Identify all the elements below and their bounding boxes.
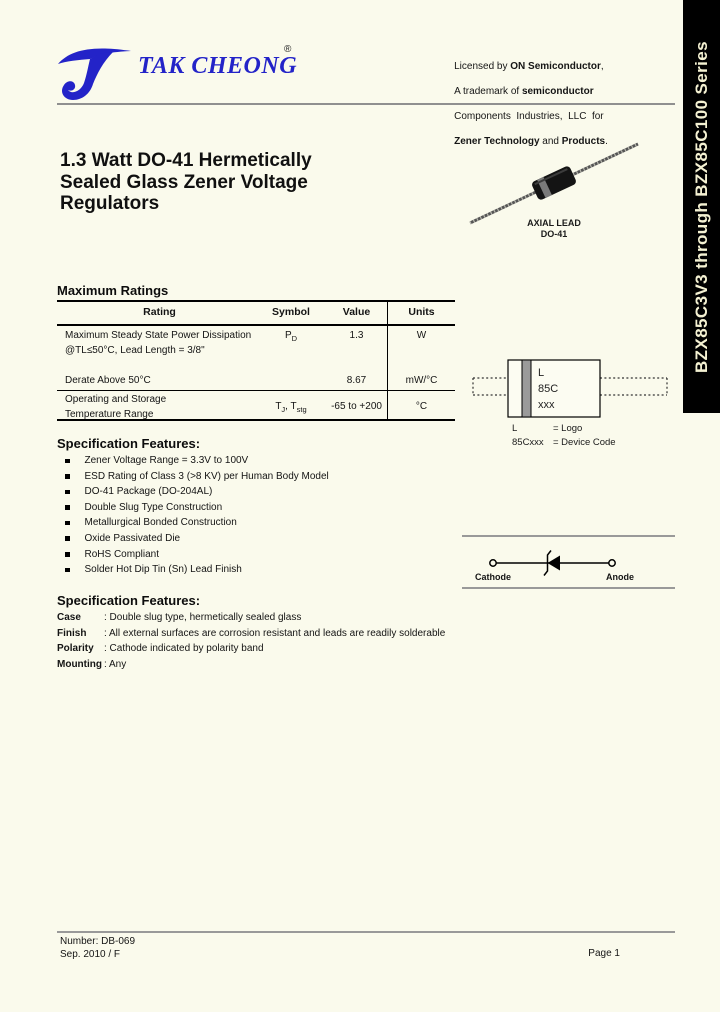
- header-divider: [57, 103, 675, 105]
- footer-divider: [57, 931, 675, 933]
- feature-text: ESD Rating of Class 3 (>8 KV) per Human Body Model: [84, 470, 329, 482]
- symbol-tj-sub: J: [281, 405, 286, 414]
- document-number: Number: DB-069: [60, 936, 136, 947]
- symbol-pd-sub: D: [291, 334, 298, 343]
- legend-logo: [512, 423, 582, 434]
- spec2-label: Mounting: [57, 658, 102, 670]
- col-header-rating: Rating: [143, 306, 176, 318]
- license-segment: A trademark of: [454, 85, 522, 97]
- spec2-text: : All external surfaces are corrosion resistant and leads are readily solderable: [104, 627, 446, 639]
- license-segment-bold: Zener Technology: [454, 136, 540, 148]
- feature-item: [57, 486, 459, 502]
- spec2-text: : Cathode indicated by polarity band: [104, 643, 264, 655]
- value-temp: -65 to +200: [331, 401, 382, 412]
- rating-dissipation-line2: @TL≤50°C, Lead Length = 3/8": [65, 345, 205, 356]
- symbol-tj-tstg: [262, 401, 320, 414]
- feature-item: [57, 517, 459, 533]
- spec2-text: : Any: [104, 658, 127, 670]
- spec2-label: Polarity: [57, 643, 94, 655]
- feature-text: Metallurgical Bonded Construction: [84, 517, 237, 529]
- marking-line1: L: [538, 367, 545, 379]
- license-segment: Licensed by: [454, 60, 511, 72]
- feature-item: [57, 455, 459, 471]
- license-segment: and: [539, 136, 562, 148]
- square-bullet-icon: [65, 474, 70, 479]
- feature-item: [57, 533, 459, 549]
- features-list: [57, 455, 459, 580]
- axial-caption-line1: AXIAL LEAD: [527, 218, 581, 228]
- marking-line3: xxx: [538, 399, 555, 411]
- spec2-row-case: [57, 612, 497, 628]
- feature-text: Oxide Passivated Die: [84, 532, 181, 544]
- units-dissipation: W: [416, 330, 427, 341]
- rating-temp-line2: Temperature Range: [65, 409, 154, 420]
- symbol-tj-base: T: [275, 401, 282, 412]
- page-title: 1.3 Watt DO-41 Hermetically Sealed Glass Zener Voltage Regulators: [60, 150, 312, 214]
- anode-label: Anode: [606, 572, 634, 582]
- max-ratings-heading: Maximum Ratings: [57, 283, 169, 298]
- legend-device-code: [512, 437, 616, 448]
- spec2-heading: Specification Features:: [57, 593, 201, 608]
- spec2-row-mounting: [57, 659, 497, 675]
- features-heading: Specification Features:: [57, 436, 201, 451]
- license-segment: .: [605, 136, 608, 148]
- page-number: Page 1: [588, 948, 620, 959]
- col-header-value: Value: [342, 306, 371, 318]
- feature-text: DO-41 Package (DO-204AL): [84, 486, 213, 498]
- rating-temp-line1: Operating and Storage: [65, 394, 167, 405]
- rating-dissipation-line1: Maximum Steady State Power Dissipation: [65, 330, 252, 341]
- col-header-units: Units: [408, 306, 435, 318]
- square-bullet-icon: [65, 459, 70, 464]
- series-title: BZX85C3V3 through BZX85C100 Series: [691, 40, 711, 373]
- value-derate: 8.67: [346, 375, 367, 386]
- license-segment-bold: semiconductor: [521, 85, 594, 97]
- feature-text: Zener Voltage Range = 3.3V to 100V: [84, 455, 249, 466]
- feature-text: Double Slug Type Construction: [84, 501, 223, 513]
- symbol-top-rule: [462, 535, 675, 537]
- square-bullet-icon: [65, 552, 70, 557]
- diode-symbol-figure: [462, 535, 675, 591]
- value-dissipation: 1.3: [349, 330, 364, 341]
- legend-device-code-key: 85Cxxx: [512, 437, 544, 448]
- feature-item: [57, 564, 459, 580]
- symbol-pd: [262, 330, 320, 343]
- units-derate: mW/°C: [405, 375, 438, 386]
- square-bullet-icon: [65, 490, 70, 495]
- square-bullet-icon: [65, 568, 70, 573]
- feature-item: [57, 471, 459, 487]
- col-header-symbol: Symbol: [272, 306, 310, 318]
- square-bullet-icon: [65, 521, 70, 526]
- axial-caption-line2: DO-41: [540, 229, 568, 239]
- feature-item: [57, 549, 459, 565]
- license-segment-bold: ON Semiconductor: [510, 60, 601, 72]
- spec2-label: Finish: [57, 627, 87, 639]
- license-segment-bold: Products: [561, 136, 606, 148]
- feature-item: [57, 502, 459, 518]
- feature-text: Solder Hot Dip Tin (Sn) Lead Finish: [84, 564, 242, 576]
- marking-line2: 85C: [538, 383, 559, 395]
- spec2-label: Case: [57, 612, 81, 623]
- spec2-row-polarity: [57, 643, 497, 659]
- legend-device-code-value: = Device Code: [553, 437, 616, 448]
- table-mid-rule: [57, 390, 455, 391]
- legend-logo-key: L: [512, 423, 518, 434]
- feature-text: RoHS Compliant: [84, 548, 159, 560]
- package-marking-figure: [460, 350, 680, 458]
- axial-caption: [490, 218, 618, 240]
- square-bullet-icon: [65, 536, 70, 541]
- table-header-rule: [57, 324, 455, 326]
- axial-lead-figure: [462, 128, 680, 242]
- document-date: Sep. 2010 / F: [60, 949, 121, 960]
- units-temp: °C: [415, 401, 428, 412]
- brand-name: TAK CHEONG: [138, 53, 298, 79]
- package-marking-icon: [460, 350, 680, 422]
- series-sidebar: [683, 0, 720, 413]
- spec2-list: [57, 612, 497, 674]
- license-segment: ,: [600, 60, 604, 72]
- spec2-text: : Double slug type, hermetically sealed glass: [104, 612, 302, 623]
- symbol-tstg-base: , T: [285, 401, 297, 412]
- symbol-bottom-rule: [462, 587, 675, 589]
- legend-logo-value: = Logo: [553, 423, 583, 434]
- registered-mark-icon: ®: [284, 44, 292, 55]
- symbol-tstg-sub: stg: [296, 405, 307, 414]
- square-bullet-icon: [65, 505, 70, 510]
- symbol-pd-base: P: [284, 330, 292, 341]
- spec2-row-finish: [57, 628, 497, 644]
- rating-derate: Derate Above 50°C: [65, 375, 151, 386]
- tak-cheong-logo-icon: [56, 40, 134, 102]
- license-segment: Components Industries, LLC for: [454, 110, 604, 122]
- max-ratings-table: [57, 300, 455, 421]
- cathode-label: Cathode: [475, 572, 511, 582]
